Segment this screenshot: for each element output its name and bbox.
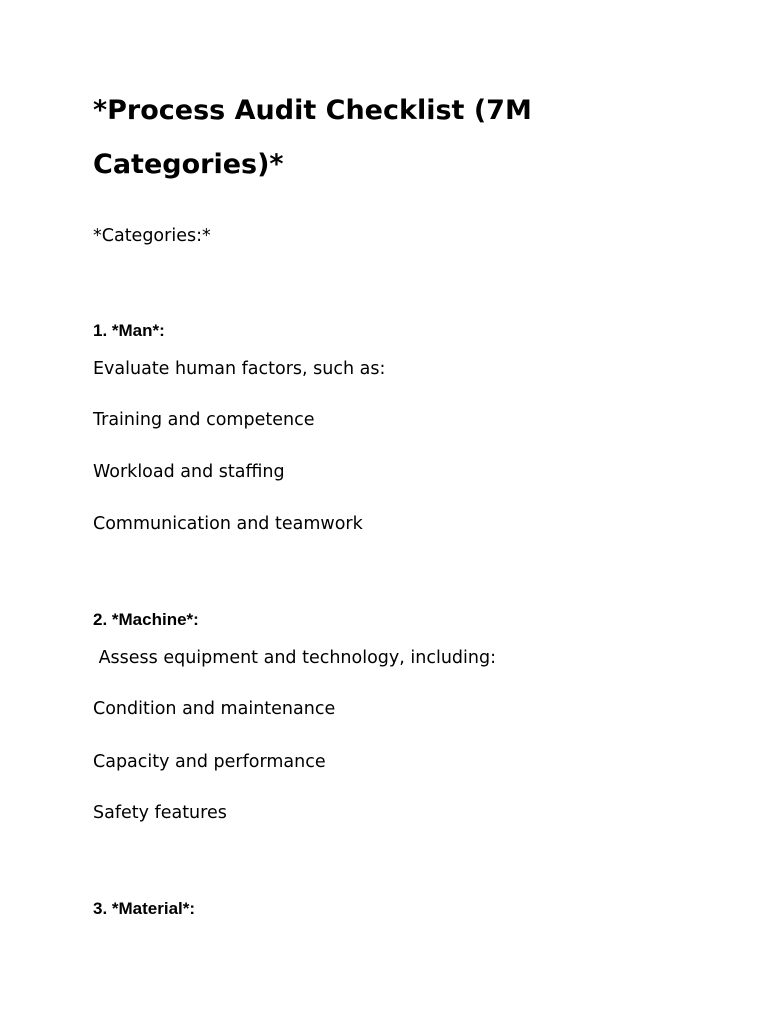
- section-intro-man: Evaluate human factors, such as:: [93, 359, 386, 379]
- categories-label: *Categories:*: [93, 226, 211, 246]
- list-item: Communication and teamwork: [93, 514, 363, 534]
- document-title-line-1: *Process Audit Checklist (7M: [93, 95, 532, 126]
- list-item: Safety features: [93, 803, 227, 823]
- section-intro-machine: Assess equipment and technology, including:: [93, 648, 496, 668]
- section-heading-machine: 2. *Machine*:: [93, 610, 199, 629]
- list-item: Condition and maintenance: [93, 699, 336, 719]
- document-title-line-2: Categories)*: [93, 149, 284, 180]
- list-item: Workload and staffing: [93, 462, 285, 482]
- list-item: Capacity and performance: [93, 752, 326, 772]
- section-heading-material: 3. *Material*:: [93, 899, 196, 918]
- list-item: Training and competence: [93, 410, 315, 430]
- section-heading-man: 1. *Man*:: [93, 321, 165, 340]
